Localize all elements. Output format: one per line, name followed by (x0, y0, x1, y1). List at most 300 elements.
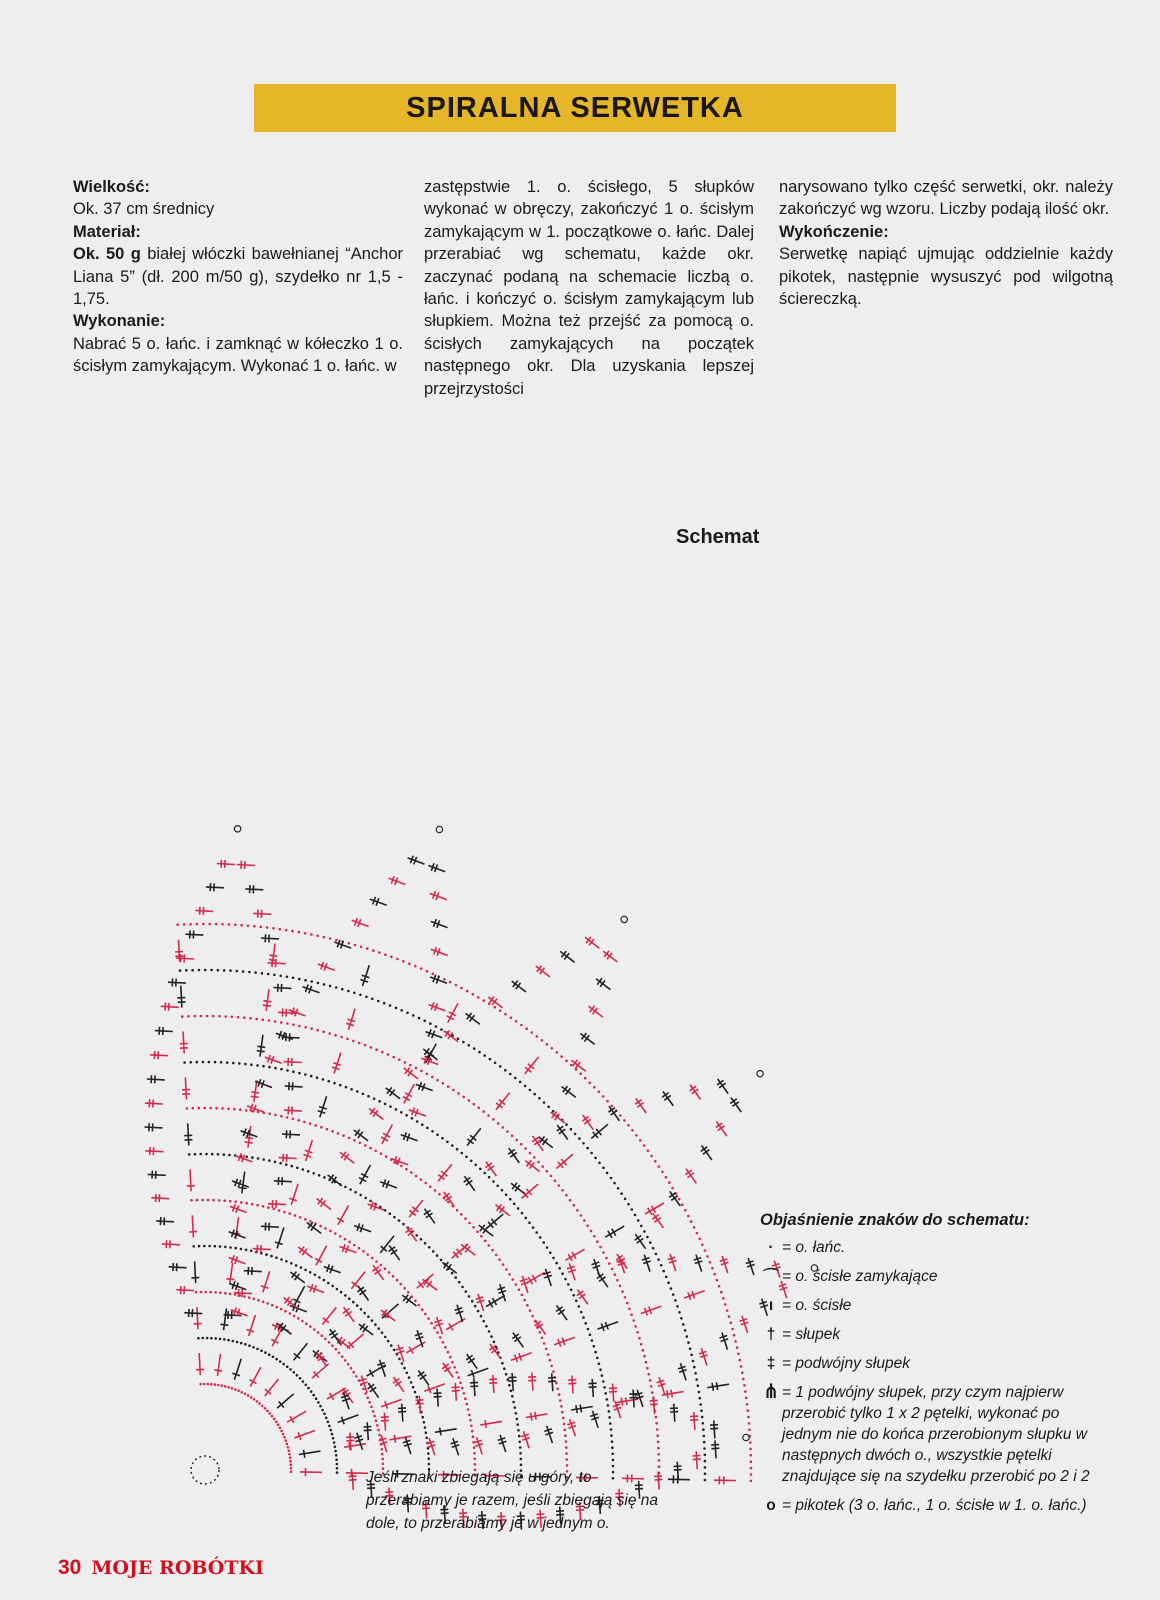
chain-dot (750, 1467, 753, 1470)
chain-dot (589, 1081, 592, 1084)
stitch-mark (447, 1003, 458, 1022)
chain-dot (750, 1460, 753, 1463)
stitch-mark (184, 1309, 202, 1317)
stitch-mark (479, 1225, 493, 1236)
stitch-mark (298, 1247, 312, 1258)
chain-dot (354, 1191, 357, 1194)
chain-dot (358, 1247, 361, 1250)
chain-dot (297, 1119, 300, 1122)
chain-dot (217, 969, 220, 972)
chain-dot (366, 947, 369, 950)
stitch-mark (257, 1035, 266, 1057)
chain-dot (406, 1372, 409, 1375)
chain-dot (446, 1141, 449, 1144)
chain-dot (726, 1309, 729, 1312)
chain-dot (400, 1111, 403, 1114)
stitch-mark (568, 1376, 576, 1394)
chain-dot (327, 1421, 330, 1424)
chain-dot (643, 1355, 646, 1358)
section-heading: Wykończenie: (779, 222, 889, 241)
chain-dot (560, 1055, 563, 1058)
chain-dot (423, 1020, 426, 1023)
body-text: Nabrać 5 o. łańc. i zamknąć w kółeczko 1 o. ścisłym zamykającym. Wykonać 1 o. łańc. w (73, 334, 403, 376)
stitch-mark (605, 1226, 624, 1238)
chain-dot (418, 1304, 421, 1307)
chain-dot (554, 1179, 557, 1182)
chain-dot (661, 1171, 664, 1174)
chain-dot (420, 1178, 423, 1181)
stitch-mark (346, 1469, 368, 1477)
chain-dot (344, 1359, 347, 1362)
chain-dot (274, 1114, 277, 1117)
stitch-mark (487, 1214, 504, 1228)
chain-dot (347, 990, 350, 993)
chain-dot (414, 1300, 417, 1303)
chain-dot (518, 1441, 521, 1444)
chain-dot (398, 1058, 401, 1061)
chain-dot (408, 962, 411, 965)
chain-dot (375, 1150, 378, 1153)
chain-dot (447, 1085, 450, 1088)
chain-dot (282, 1433, 285, 1436)
picot-mark (757, 1071, 763, 1077)
chain-dot (624, 1296, 627, 1299)
chain-dot (243, 1016, 246, 1019)
chain-dot (210, 969, 213, 972)
chain-dot (229, 1200, 232, 1203)
chain-dot (456, 1148, 459, 1151)
stitch-mark (596, 978, 610, 989)
chain-dot (482, 1320, 485, 1323)
chain-dot (240, 1248, 243, 1251)
stitch-mark (214, 1354, 222, 1376)
stitch-mark (556, 1154, 573, 1168)
chain-dot (505, 1268, 508, 1271)
chain-dot (591, 1339, 594, 1342)
chain-dot (291, 930, 294, 933)
chain-dot (287, 1446, 290, 1449)
chain-dot (309, 1122, 312, 1125)
stitch-mark (289, 1008, 306, 1017)
chain-dot (272, 1356, 275, 1359)
chain-dot (517, 1429, 520, 1432)
stitch-mark (717, 1079, 728, 1094)
stitch-mark (294, 1343, 308, 1360)
chain-dot (304, 1269, 307, 1272)
stitch-mark (247, 1104, 264, 1113)
chain-dot (384, 953, 387, 956)
chain-dot (212, 1015, 215, 1018)
chain-dot (472, 1226, 475, 1229)
chain-dot (550, 1175, 553, 1178)
stitch-mark (244, 1267, 262, 1275)
chain-dot (315, 1397, 318, 1400)
chain-dot (492, 1118, 495, 1121)
stitch-mark (536, 966, 550, 977)
chain-dot (317, 1401, 320, 1404)
chain-dot (279, 1427, 282, 1430)
chain-dot (520, 1024, 523, 1027)
stitch-mark (486, 1296, 505, 1308)
chain-dot (350, 1367, 353, 1370)
stitch-mark (433, 1389, 441, 1407)
chain-dot (657, 1258, 660, 1261)
chain-dot (371, 998, 374, 1001)
legend-text: = słupek (782, 1326, 841, 1343)
chain-dot (570, 1289, 573, 1292)
chain-dot (310, 1390, 313, 1393)
chain-dot (335, 986, 338, 989)
stitch-mark (359, 1324, 373, 1335)
section-heading: Wielkość: (73, 178, 150, 196)
chain-dot (426, 1073, 429, 1076)
stitch-mark (428, 863, 445, 872)
chain-dot (262, 1018, 265, 1021)
chain-dot (333, 1082, 336, 1085)
stitch-mark (176, 1286, 194, 1294)
chain-dot (704, 1472, 707, 1475)
chain-dot (468, 1044, 471, 1047)
chain-dot (606, 1100, 609, 1103)
chain-dot (208, 1245, 211, 1248)
chain-dot (604, 1392, 607, 1395)
chain-dot (268, 1113, 271, 1116)
stitch-mark (268, 1200, 286, 1208)
chain-dot (602, 1095, 605, 1098)
stitch-mark (466, 1013, 480, 1024)
chain-dot (479, 1168, 482, 1171)
chain-dot (704, 1466, 707, 1469)
stitch-mark (657, 1377, 666, 1394)
chain-dot (316, 1029, 319, 1032)
stitch-mark (299, 1450, 321, 1458)
chain-dot (381, 1051, 384, 1054)
chain-dot (434, 1189, 437, 1192)
chain-dot (262, 1065, 265, 1068)
chain-dot (439, 1336, 442, 1339)
body-text: narysowano tylko część serwetki, okr. należy zakończyć wg wzoru. Liczby podają ilość okr. (779, 178, 1113, 219)
stitch-mark (307, 1222, 321, 1233)
chain-dot (538, 1097, 541, 1100)
chain-dot (344, 1238, 347, 1241)
chain-dot (420, 967, 423, 970)
chain-dot (494, 1006, 497, 1009)
stitch-mark (318, 962, 335, 971)
chain-dot (322, 1031, 325, 1034)
chain-dot (350, 1088, 353, 1091)
chain-dot (509, 1198, 512, 1201)
stitch-mark (323, 1307, 337, 1324)
chain-dot (665, 1176, 668, 1179)
chain-dot (502, 1263, 505, 1266)
chain-dot (564, 1278, 567, 1281)
chain-dot (229, 1246, 232, 1249)
chain-dot (326, 1128, 329, 1131)
chain-dot (608, 1262, 611, 1265)
stitch-mark (406, 1227, 417, 1242)
chain-dot (501, 1189, 504, 1192)
chain-dot (444, 1346, 447, 1349)
chain-dot (698, 1391, 701, 1394)
chain-dot (617, 1187, 620, 1190)
chain-dot (461, 1152, 464, 1155)
stitch-mark (332, 1053, 341, 1074)
chain-dot (348, 1137, 351, 1140)
chain-dot (208, 1061, 211, 1064)
stitch-mark (589, 1379, 597, 1397)
title-banner (254, 84, 896, 132)
chain-dot (412, 1014, 415, 1017)
chain-dot (593, 1345, 596, 1348)
chain-dot (279, 928, 282, 931)
chain-dot (508, 1273, 511, 1276)
chain-dot (348, 942, 351, 945)
stitch-mark (284, 1106, 302, 1114)
chain-dot (498, 1258, 501, 1261)
chain-dot (250, 1250, 253, 1253)
stitch-mark (496, 1093, 510, 1110)
chain-dot (650, 1155, 653, 1158)
chain-dot (515, 1020, 518, 1023)
chain-dot (244, 1393, 247, 1396)
stitch-mark (543, 1269, 552, 1286)
chain-dot (557, 1388, 560, 1391)
chain-dot (465, 1156, 468, 1159)
chain-dot (424, 1242, 427, 1245)
chain-dot (260, 1349, 263, 1352)
stitch-mark (328, 1175, 342, 1186)
chain-dot (195, 1291, 198, 1294)
chain-dot (680, 1317, 683, 1320)
stitch-mark (169, 1263, 187, 1271)
legend-symbol: o (766, 1497, 776, 1514)
chain-dot (288, 1453, 291, 1456)
stitch-mark (444, 1030, 458, 1041)
chain-dot (302, 1168, 305, 1171)
chain-dot (699, 1397, 702, 1400)
chain-dot (347, 1363, 350, 1366)
chain-dot (201, 1337, 204, 1340)
chain-dot (369, 1147, 372, 1150)
chain-dot (421, 1308, 424, 1311)
stitch-mark (151, 1194, 169, 1202)
chain-dot (609, 1422, 612, 1425)
chain-dot (206, 1337, 209, 1340)
chain-dot (598, 1363, 601, 1366)
chain-dot (233, 1108, 236, 1111)
chain-dot (203, 1107, 206, 1110)
chain-dot (415, 1067, 418, 1070)
chain-dot (576, 1209, 579, 1212)
chain-dot (639, 1139, 642, 1142)
stitch-mark (426, 1029, 443, 1038)
chain-dot (400, 1283, 403, 1286)
chain-dot (529, 1152, 532, 1155)
chain-dot (262, 1301, 265, 1304)
stitch-mark (220, 1308, 228, 1330)
chain-dot (556, 1051, 559, 1054)
chain-dot (436, 1133, 439, 1136)
chain-dot (265, 1253, 268, 1256)
chain-dot (476, 1230, 479, 1233)
stitch-mark (409, 1200, 423, 1217)
chain-dot (420, 1070, 423, 1073)
chain-dot (543, 1101, 546, 1104)
chain-dot (402, 1223, 405, 1226)
chain-dot (219, 1291, 222, 1294)
chain-dot (640, 1343, 643, 1346)
stitch-mark (145, 1099, 163, 1107)
stitch-mark (401, 1132, 418, 1141)
stitch-mark (508, 1148, 519, 1163)
chain-dot (329, 985, 332, 988)
chain-dot (626, 1302, 629, 1305)
chain-dot (293, 1371, 296, 1374)
stitch-mark (528, 1372, 536, 1390)
chain-dot (511, 1395, 514, 1398)
stitch-mark (180, 1032, 188, 1054)
chain-dot (234, 924, 237, 927)
chain-dot (255, 1018, 258, 1021)
stitch-mark (451, 1438, 460, 1455)
chain-dot (519, 1081, 522, 1084)
chain-dot (388, 1271, 391, 1274)
chain-dot (635, 1134, 638, 1137)
chain-dot (188, 1153, 191, 1156)
chain-dot (474, 1458, 477, 1461)
chain-dot (207, 1383, 210, 1386)
chain-dot (496, 1185, 499, 1188)
chain-dot (610, 1177, 613, 1180)
chain-dot (373, 1097, 376, 1100)
chain-dot (250, 1063, 253, 1066)
chain-dot (535, 1231, 538, 1234)
chain-dot (208, 923, 211, 926)
chain-dot (250, 1396, 253, 1399)
stitch-mark (434, 1317, 443, 1334)
chain-dot (384, 1103, 387, 1106)
stitch-mark (461, 1244, 475, 1255)
chain-dot (272, 927, 275, 930)
stitch-mark (635, 1098, 646, 1113)
chain-dot (565, 1446, 568, 1449)
chain-dot (649, 1241, 652, 1244)
stitch-mark (162, 1240, 180, 1248)
chain-dot (562, 1417, 565, 1420)
chain-dot (488, 1003, 491, 1006)
stitch-mark (740, 1316, 749, 1333)
chain-dot (514, 1406, 517, 1409)
stitch-mark (349, 1472, 357, 1490)
chain-dot (589, 1333, 592, 1336)
stitch-mark (690, 1412, 698, 1430)
chain-dot (482, 1110, 485, 1113)
chain-dot (209, 1107, 212, 1110)
chain-dot (424, 1313, 427, 1316)
stitch-mark (236, 1154, 253, 1163)
chain-dot (432, 1250, 435, 1253)
chain-dot (704, 1454, 707, 1457)
chain-dot (324, 1338, 327, 1341)
chain-dot (740, 1365, 743, 1368)
chain-dot (438, 1193, 441, 1196)
stitch-mark (393, 1377, 404, 1392)
chain-dot (331, 1285, 334, 1288)
stitch-mark (521, 1431, 530, 1448)
chain-dot (466, 1403, 469, 1406)
stitch-mark (424, 1384, 445, 1393)
chain-dot (249, 1017, 252, 1020)
chain-dot (221, 1384, 224, 1387)
chain-dot (420, 1238, 423, 1241)
chain-dot (378, 1100, 381, 1103)
chain-dot (421, 1123, 424, 1126)
chain-dot (286, 1365, 289, 1368)
chain-dot (377, 1000, 380, 1003)
chain-dot (750, 1473, 753, 1476)
chain-dot (555, 1382, 558, 1385)
chain-dot (223, 1153, 226, 1156)
chain-dot (651, 1391, 654, 1394)
chain-dot (267, 1206, 270, 1209)
chain-dot (321, 1409, 324, 1412)
chain-dot (352, 1301, 355, 1304)
chain-dot (381, 1331, 384, 1334)
chain-dot (537, 1161, 540, 1164)
chain-dot (602, 1251, 605, 1254)
chain-dot (549, 1251, 552, 1254)
chain-dot (701, 1243, 704, 1246)
chain-dot (410, 1171, 413, 1174)
picot-mark (743, 1434, 749, 1440)
chain-dot (654, 1160, 657, 1163)
chain-dot (515, 1412, 518, 1415)
chain-dot (191, 969, 194, 972)
chain-dot (344, 1186, 347, 1189)
chain-dot (436, 1331, 439, 1334)
chain-dot (689, 1347, 692, 1350)
chain-dot (218, 1015, 221, 1018)
stitch-mark (571, 1405, 593, 1414)
chain-dot (475, 1164, 478, 1167)
chain-dot (452, 1089, 455, 1092)
chain-dot (280, 1021, 283, 1024)
chain-dot (229, 1293, 232, 1296)
chain-dot (304, 1073, 307, 1076)
chain-dot (319, 1225, 322, 1228)
stitch-mark (645, 1203, 664, 1215)
chain-dot (575, 1300, 578, 1303)
chain-dot (684, 1209, 687, 1212)
chain-dot (319, 1405, 322, 1408)
chain-dot (256, 1204, 259, 1207)
stitch-mark (352, 918, 369, 927)
chain-dot (369, 1200, 372, 1203)
chain-dot (684, 1329, 687, 1332)
chain-dot (453, 1366, 456, 1369)
stitch-mark (693, 1451, 701, 1469)
chain-dot (237, 1390, 240, 1393)
chain-dot (335, 1454, 338, 1457)
chain-dot (744, 1390, 747, 1393)
chain-dot (655, 1422, 658, 1425)
chain-dot (620, 1192, 623, 1195)
body-text: Serwetkę napiąć ujmując oddzielnie każdy pikotek, następnie wysuszyć pod wilgotną ściereczką. (779, 245, 1113, 309)
chain-dot (273, 974, 276, 977)
chain-dot (478, 1107, 481, 1110)
stitch-mark (364, 1422, 372, 1440)
chain-dot (294, 1214, 297, 1217)
